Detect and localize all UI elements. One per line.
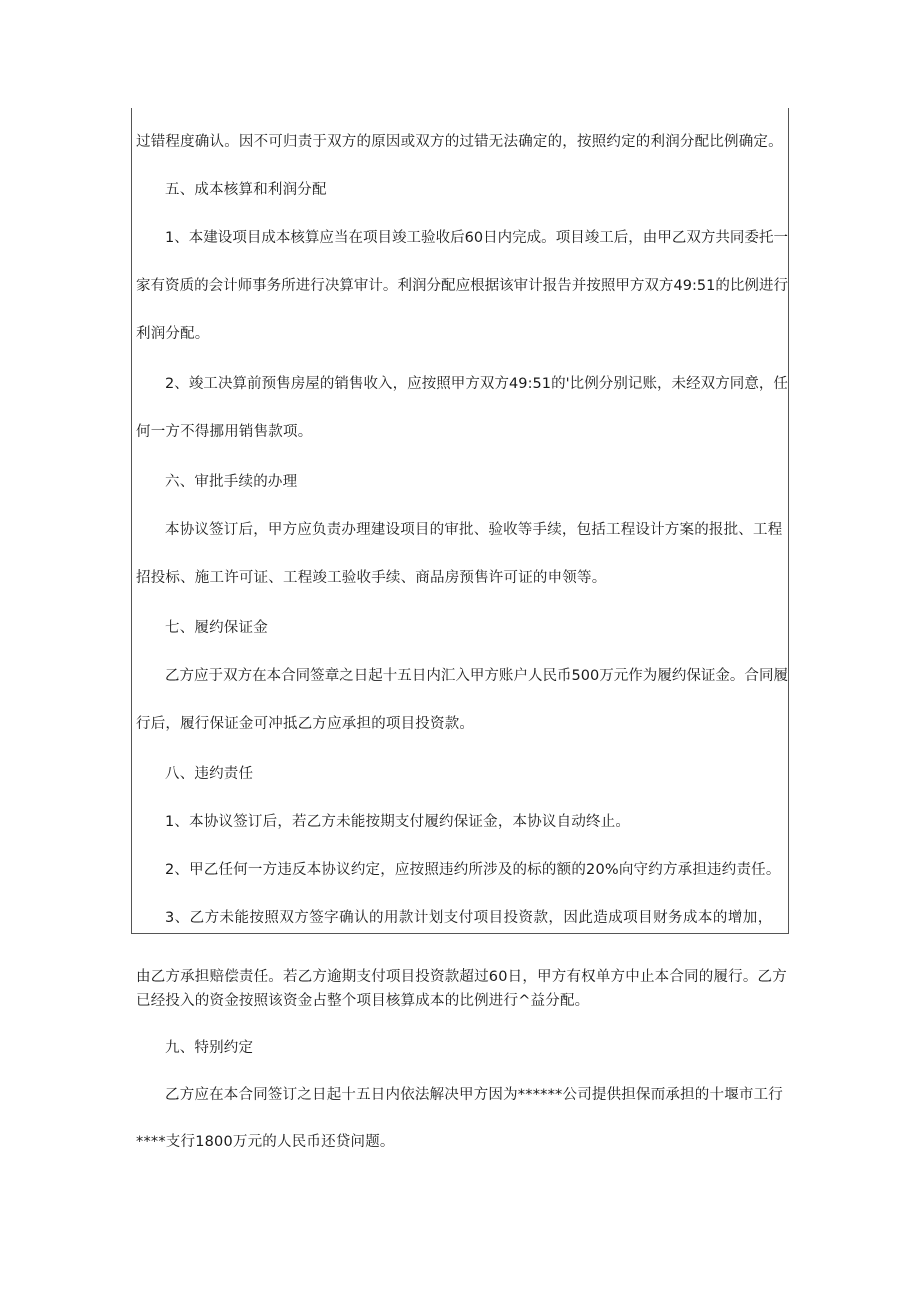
text-line: 2、竣工决算前预售房屋的销售收入，应按照甲方双方49:51的'比例分别记账，未经双方同意，任 bbox=[165, 376, 788, 392]
text-line: ****支行1800万元的人民币还贷问题。 bbox=[136, 1134, 395, 1150]
section-heading-7: 七、履约保证金 bbox=[165, 620, 268, 636]
section-heading-6: 六、审批手续的办理 bbox=[165, 474, 298, 490]
text-line: 行后，履行保证金可冲抵乙方应承担的项目投资款。 bbox=[136, 716, 475, 732]
text-line: 2、甲乙任何一方违反本协议约定，应按照违约所涉及的标的额的20%向守约方承担违约责任。 bbox=[165, 862, 781, 878]
text-line: 已经投入的资金按照该资金占整个项目核算成本的比例进行^益分配。 bbox=[136, 993, 590, 1009]
text-line: 乙方应在本合同签订之日起十五日内依法解决甲方因为******公司提供担保而承担的十堰市工行 bbox=[165, 1087, 783, 1103]
text-line: 本协议签订后，甲方应负责办理建设项目的审批、验收等手续，包括工程设计方案的报批、工程 bbox=[165, 522, 783, 538]
text-line: 乙方应于双方在本合同签章之日起十五日内汇入甲方账户人民币500万元作为履约保证金。合同履 bbox=[165, 668, 788, 684]
text-line: 家有资质的会计师事务所进行决算审计。利润分配应根据该审计报告并按照甲方双方49:51的比例进行 bbox=[136, 278, 788, 294]
text-line: 1、本建设项目成本核算应当在项目竣工验收后60日内完成。项目竣工后，由甲乙双方共同委托一 bbox=[165, 230, 788, 246]
text-line: 招投标、施工许可证、工程竣工验收手续、商品房预售许可证的申领等。 bbox=[136, 570, 607, 586]
section-heading-5: 五、成本核算和利润分配 bbox=[165, 182, 327, 198]
text-line: 过错程度确认。因不可归责于双方的原因或双方的过错无法确定的，按照约定的利润分配比例确定。 bbox=[136, 134, 783, 150]
text-line: 何一方不得挪用销售款项。 bbox=[136, 424, 313, 440]
section-heading-9: 九、特别约定 bbox=[165, 1040, 254, 1056]
section-heading-8: 八、违约责任 bbox=[165, 766, 254, 782]
text-line: 3、乙方未能按照双方签字确认的用款计划支付项目投资款，因此造成项目财务成本的增加， bbox=[165, 910, 773, 926]
text-line: 由乙方承担赔偿责任。若乙方逾期支付项目投资款超过60日，甲方有权单方中止本合同的履行。乙方 bbox=[136, 969, 787, 985]
text-line: 1、本协议签订后，若乙方未能按期支付履约保证金，本协议自动终止。 bbox=[165, 814, 631, 830]
text-line: 利润分配。 bbox=[136, 326, 210, 342]
